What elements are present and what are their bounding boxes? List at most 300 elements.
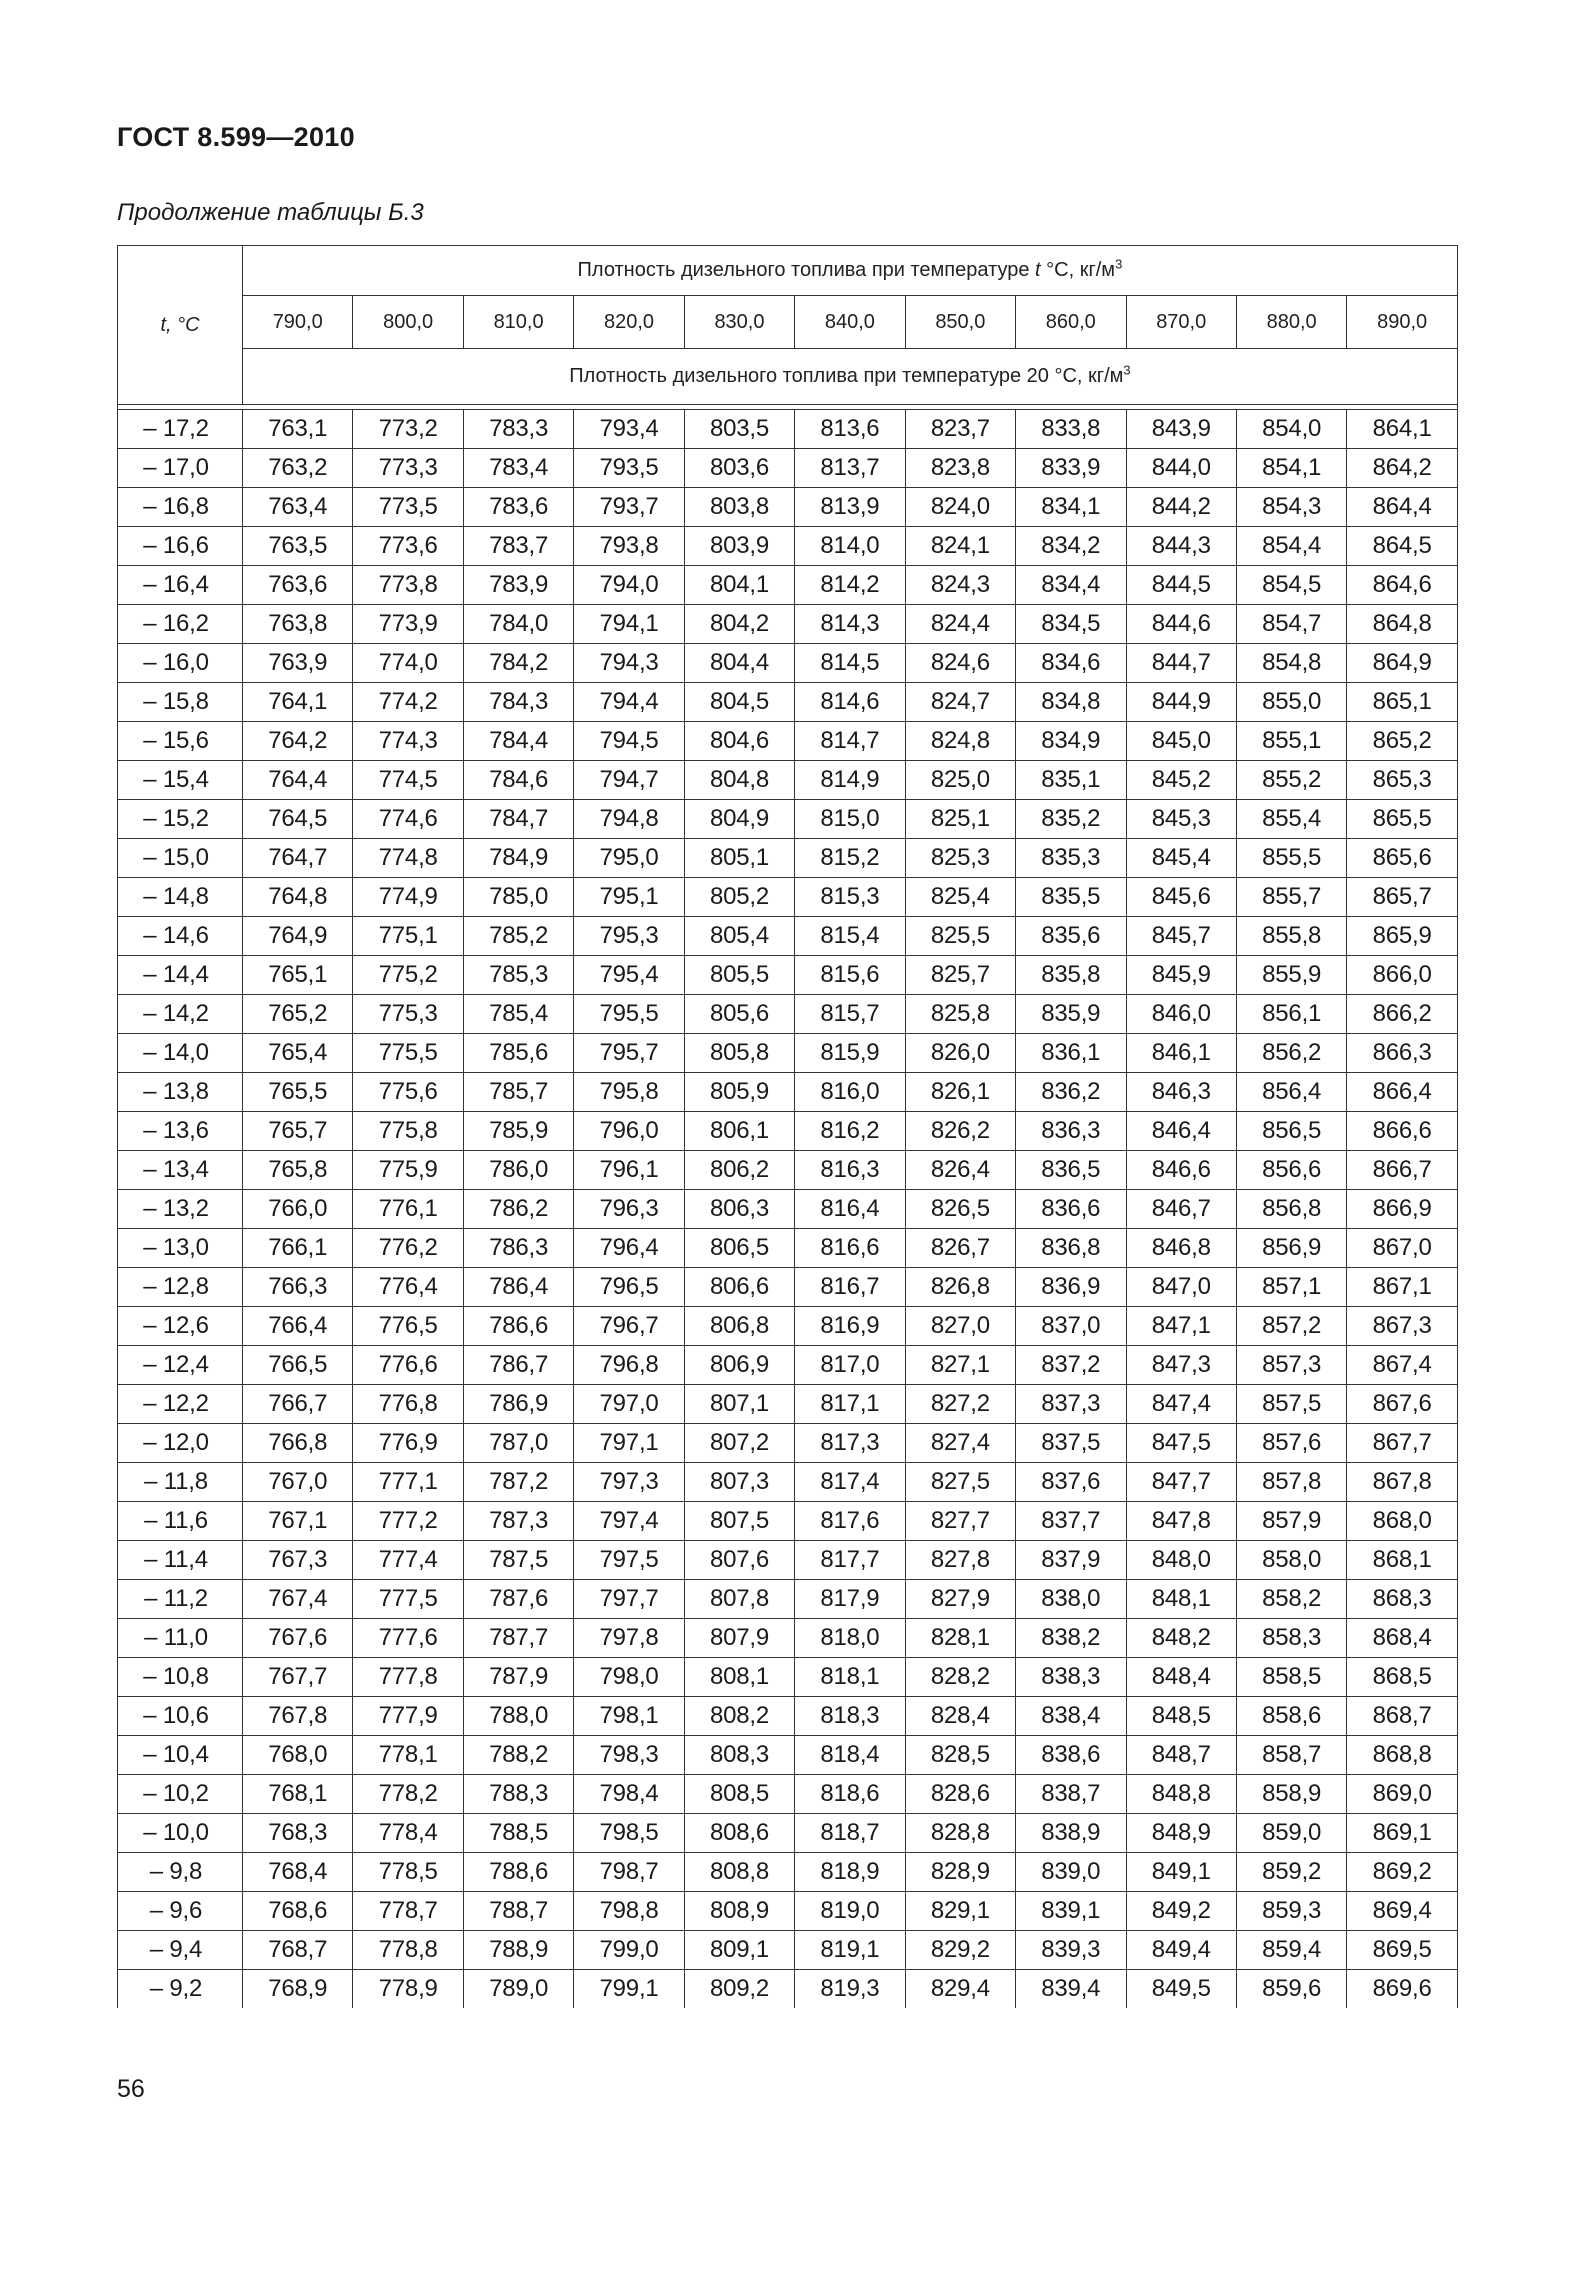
temperature-cell: – 16,8 [118, 488, 243, 527]
density-value-cell: 846,6 [1126, 1151, 1236, 1190]
density-value-cell: 814,0 [795, 527, 905, 566]
density-value-cell: 803,9 [684, 527, 794, 566]
density-value-cell: 818,7 [795, 1814, 905, 1853]
density-value-cell: 808,9 [684, 1892, 794, 1931]
density-value-cell: 797,0 [574, 1385, 684, 1424]
density-value-cell: 806,5 [684, 1229, 794, 1268]
density-value-cell: 834,6 [1016, 644, 1126, 683]
density-value-cell: 837,2 [1016, 1346, 1126, 1385]
density-value-cell: 807,3 [684, 1463, 794, 1502]
density-value-cell: 807,8 [684, 1580, 794, 1619]
density-value-cell: 814,9 [795, 761, 905, 800]
density-value-cell: 824,6 [905, 644, 1015, 683]
density-value-cell: 834,4 [1016, 566, 1126, 605]
density-value-cell: 785,6 [463, 1034, 573, 1073]
density-value-cell: 813,7 [795, 449, 905, 488]
density-value-cell: 836,8 [1016, 1229, 1126, 1268]
density-value-cell: 858,3 [1236, 1619, 1346, 1658]
density-value-cell: 786,2 [463, 1190, 573, 1229]
density-column-header: 800,0 [353, 296, 463, 349]
density-value-cell: 817,7 [795, 1541, 905, 1580]
density-value-cell: 864,6 [1347, 566, 1457, 605]
density-value-cell: 776,5 [353, 1307, 463, 1346]
density-value-cell: 805,5 [684, 956, 794, 995]
density-value-cell: 855,0 [1236, 683, 1346, 722]
density-value-cell: 856,8 [1236, 1190, 1346, 1229]
density-value-cell: 784,6 [463, 761, 573, 800]
density-value-cell: 828,9 [905, 1853, 1015, 1892]
table-row [118, 878, 1458, 917]
density-value-cell: 807,6 [684, 1541, 794, 1580]
temperature-cell: – 13,8 [118, 1073, 243, 1112]
density-value-cell: 763,6 [243, 566, 353, 605]
density-value-cell: 818,4 [795, 1736, 905, 1775]
table-row [118, 1814, 1458, 1853]
density-value-cell: 766,4 [243, 1307, 353, 1346]
density-value-cell: 836,5 [1016, 1151, 1126, 1190]
density-value-cell: 817,4 [795, 1463, 905, 1502]
table-row [118, 527, 1458, 566]
temperature-cell: – 14,0 [118, 1034, 243, 1073]
density-value-cell: 859,0 [1236, 1814, 1346, 1853]
density-value-cell: 814,6 [795, 683, 905, 722]
temperature-cell: – 11,0 [118, 1619, 243, 1658]
density-value-cell: 805,8 [684, 1034, 794, 1073]
temperature-cell: – 17,0 [118, 449, 243, 488]
density-value-cell: 844,6 [1126, 605, 1236, 644]
density-value-cell: 795,5 [574, 995, 684, 1034]
density-value-cell: 815,0 [795, 800, 905, 839]
density-value-cell: 798,7 [574, 1853, 684, 1892]
table-row [118, 1931, 1458, 1970]
density-value-cell: 857,8 [1236, 1463, 1346, 1502]
density-value-cell: 776,4 [353, 1268, 463, 1307]
temperature-cell: – 14,4 [118, 956, 243, 995]
density-value-cell: 806,6 [684, 1268, 794, 1307]
density-value-cell: 796,1 [574, 1151, 684, 1190]
density-value-cell: 787,2 [463, 1463, 573, 1502]
density-value-cell: 858,6 [1236, 1697, 1346, 1736]
density-value-cell: 817,1 [795, 1385, 905, 1424]
density-value-cell: 816,7 [795, 1268, 905, 1307]
density-value-cell: 778,8 [353, 1931, 463, 1970]
density-value-cell: 777,5 [353, 1580, 463, 1619]
density-value-cell: 835,1 [1016, 761, 1126, 800]
density-value-cell: 839,0 [1016, 1853, 1126, 1892]
density-value-cell: 777,9 [353, 1697, 463, 1736]
density-value-cell: 864,8 [1347, 605, 1457, 644]
density-value-cell: 776,9 [353, 1424, 463, 1463]
density-value-cell: 815,6 [795, 956, 905, 995]
density-value-cell: 808,2 [684, 1697, 794, 1736]
density-value-cell: 763,4 [243, 488, 353, 527]
density-value-cell: 784,3 [463, 683, 573, 722]
density-value-cell: 765,7 [243, 1112, 353, 1151]
density-value-cell: 768,6 [243, 1892, 353, 1931]
density-value-cell: 807,5 [684, 1502, 794, 1541]
density-value-cell: 805,1 [684, 839, 794, 878]
density-value-cell: 849,5 [1126, 1970, 1236, 2009]
density-value-cell: 785,9 [463, 1112, 573, 1151]
density-value-cell: 774,3 [353, 722, 463, 761]
density-value-cell: 865,9 [1347, 917, 1457, 956]
density-value-cell: 858,7 [1236, 1736, 1346, 1775]
page-number: 56 [117, 2075, 145, 2103]
density-value-cell: 784,9 [463, 839, 573, 878]
density-value-cell: 799,0 [574, 1931, 684, 1970]
density-value-cell: 835,8 [1016, 956, 1126, 995]
density-value-cell: 774,8 [353, 839, 463, 878]
density-value-cell: 846,0 [1126, 995, 1236, 1034]
density-value-cell: 783,9 [463, 566, 573, 605]
density-value-cell: 786,6 [463, 1307, 573, 1346]
density-value-cell: 819,1 [795, 1931, 905, 1970]
density-value-cell: 825,4 [905, 878, 1015, 917]
density-value-cell: 854,8 [1236, 644, 1346, 683]
density-value-cell: 768,0 [243, 1736, 353, 1775]
density-value-cell: 826,7 [905, 1229, 1015, 1268]
density-value-cell: 773,3 [353, 449, 463, 488]
density-value-cell: 777,4 [353, 1541, 463, 1580]
table-row [118, 1892, 1458, 1931]
density-value-cell: 774,2 [353, 683, 463, 722]
density-value-cell: 828,5 [905, 1736, 1015, 1775]
density-value-cell: 817,3 [795, 1424, 905, 1463]
density-value-cell: 774,9 [353, 878, 463, 917]
density-value-cell: 865,6 [1347, 839, 1457, 878]
density-value-cell: 776,1 [353, 1190, 463, 1229]
density-value-cell: 816,9 [795, 1307, 905, 1346]
density-value-cell: 804,6 [684, 722, 794, 761]
density-value-cell: 845,2 [1126, 761, 1236, 800]
density-value-cell: 808,8 [684, 1853, 794, 1892]
table-row [118, 1346, 1458, 1385]
density-value-cell: 835,9 [1016, 995, 1126, 1034]
density-value-cell: 864,2 [1347, 449, 1457, 488]
density-value-cell: 826,0 [905, 1034, 1015, 1073]
table-row [118, 800, 1458, 839]
table-row [118, 956, 1458, 995]
density-value-cell: 787,7 [463, 1619, 573, 1658]
density-value-cell: 784,4 [463, 722, 573, 761]
density-at-20-header [243, 349, 1458, 405]
temperature-cell: – 11,2 [118, 1580, 243, 1619]
density-value-cell: 859,6 [1236, 1970, 1346, 2009]
density-value-cell: 775,6 [353, 1073, 463, 1112]
density-column-header: 810,0 [463, 296, 573, 349]
density-value-cell: 845,3 [1126, 800, 1236, 839]
density-column-header: 880,0 [1236, 296, 1346, 349]
density-value-cell: 819,3 [795, 1970, 905, 2009]
density-value-cell: 848,2 [1126, 1619, 1236, 1658]
density-value-cell: 845,4 [1126, 839, 1236, 878]
density-value-cell: 855,8 [1236, 917, 1346, 956]
density-value-cell: 827,5 [905, 1463, 1015, 1502]
density-value-cell: 866,3 [1347, 1034, 1457, 1073]
density-value-cell: 798,0 [574, 1658, 684, 1697]
density-value-cell: 826,8 [905, 1268, 1015, 1307]
density-value-cell: 826,2 [905, 1112, 1015, 1151]
density-value-cell: 865,7 [1347, 878, 1457, 917]
density-value-cell: 786,4 [463, 1268, 573, 1307]
density-value-cell: 857,9 [1236, 1502, 1346, 1541]
table-row [118, 1424, 1458, 1463]
table-row [118, 995, 1458, 1034]
density-value-cell: 857,1 [1236, 1268, 1346, 1307]
table-row [118, 722, 1458, 761]
density-value-cell: 836,9 [1016, 1268, 1126, 1307]
density-value-cell: 786,7 [463, 1346, 573, 1385]
density-value-cell: 806,2 [684, 1151, 794, 1190]
density-value-cell: 827,8 [905, 1541, 1015, 1580]
density-value-cell: 797,3 [574, 1463, 684, 1502]
density-column-header: 890,0 [1347, 296, 1457, 349]
density-value-cell: 776,2 [353, 1229, 463, 1268]
density-value-cell: 788,9 [463, 1931, 573, 1970]
density-value-cell: 864,9 [1347, 644, 1457, 683]
density-value-cell: 803,8 [684, 488, 794, 527]
density-value-cell: 763,2 [243, 449, 353, 488]
density-value-cell: 844,0 [1126, 449, 1236, 488]
temperature-cell: – 14,2 [118, 995, 243, 1034]
temperature-column-header [118, 246, 243, 405]
density-value-cell: 777,8 [353, 1658, 463, 1697]
density-value-cell: 824,7 [905, 683, 1015, 722]
density-value-cell: 828,8 [905, 1814, 1015, 1853]
density-at-20-header-text: Плотность дизельного топлива при температуре 20 °С, кг/м [569, 365, 1124, 387]
density-value-cell: 775,3 [353, 995, 463, 1034]
density-value-cell: 764,9 [243, 917, 353, 956]
density-value-cell: 816,6 [795, 1229, 905, 1268]
density-value-cell: 815,7 [795, 995, 905, 1034]
density-value-cell: 795,1 [574, 878, 684, 917]
density-value-cell: 835,5 [1016, 878, 1126, 917]
table-row [118, 761, 1458, 800]
density-column-header: 840,0 [795, 296, 905, 349]
temperature-cell: – 15,8 [118, 683, 243, 722]
density-value-cell: 868,3 [1347, 1580, 1457, 1619]
density-value-cell: 767,6 [243, 1619, 353, 1658]
density-value-cell: 864,4 [1347, 488, 1457, 527]
table-row [118, 1073, 1458, 1112]
density-value-cell: 847,0 [1126, 1268, 1236, 1307]
density-value-cell: 793,5 [574, 449, 684, 488]
density-value-cell: 788,2 [463, 1736, 573, 1775]
density-value-cell: 869,4 [1347, 1892, 1457, 1931]
density-value-cell: 808,6 [684, 1814, 794, 1853]
density-value-cell: 796,0 [574, 1112, 684, 1151]
density-value-cell: 797,5 [574, 1541, 684, 1580]
density-value-cell: 763,8 [243, 605, 353, 644]
table-row [118, 1385, 1458, 1424]
density-value-cell: 828,2 [905, 1658, 1015, 1697]
temperature-cell: – 10,2 [118, 1775, 243, 1814]
density-value-cell: 848,1 [1126, 1580, 1236, 1619]
density-value-cell: 827,0 [905, 1307, 1015, 1346]
table-row [118, 566, 1458, 605]
density-value-cell: 767,0 [243, 1463, 353, 1502]
density-value-cell: 838,7 [1016, 1775, 1126, 1814]
density-value-cell: 764,1 [243, 683, 353, 722]
density-value-cell: 765,2 [243, 995, 353, 1034]
density-at-20-header-superscript: 3 [1123, 362, 1131, 378]
temperature-cell: – 13,6 [118, 1112, 243, 1151]
table-caption: Продолжение таблицы Б.3 [117, 199, 424, 226]
density-value-cell: 866,9 [1347, 1190, 1457, 1229]
density-value-cell: 816,4 [795, 1190, 905, 1229]
temperature-cell: – 14,6 [118, 917, 243, 956]
density-value-cell: 774,5 [353, 761, 463, 800]
density-value-cell: 867,4 [1347, 1346, 1457, 1385]
density-value-cell: 856,5 [1236, 1112, 1346, 1151]
density-value-cell: 827,7 [905, 1502, 1015, 1541]
density-value-cell: 854,1 [1236, 449, 1346, 488]
density-value-cell: 848,9 [1126, 1814, 1236, 1853]
density-value-cell: 826,1 [905, 1073, 1015, 1112]
table-row [118, 1229, 1458, 1268]
density-value-cell: 784,2 [463, 644, 573, 683]
table-row [118, 410, 1458, 449]
density-value-cell: 763,1 [243, 410, 353, 449]
density-value-cell: 777,1 [353, 1463, 463, 1502]
density-value-cell: 804,2 [684, 605, 794, 644]
density-value-cell: 783,3 [463, 410, 573, 449]
density-value-cell: 809,2 [684, 1970, 794, 2009]
density-value-cell: 796,5 [574, 1268, 684, 1307]
density-value-cell: 846,7 [1126, 1190, 1236, 1229]
density-value-cell: 856,9 [1236, 1229, 1346, 1268]
table-row [118, 1658, 1458, 1697]
density-value-cell: 814,3 [795, 605, 905, 644]
density-value-cell: 838,2 [1016, 1619, 1126, 1658]
density-value-cell: 859,3 [1236, 1892, 1346, 1931]
density-value-cell: 785,2 [463, 917, 573, 956]
density-value-cell: 869,6 [1347, 1970, 1457, 2009]
density-value-cell: 854,5 [1236, 566, 1346, 605]
density-value-cell: 775,5 [353, 1034, 463, 1073]
density-value-cell: 844,2 [1126, 488, 1236, 527]
density-value-cell: 826,5 [905, 1190, 1015, 1229]
density-value-cell: 763,9 [243, 644, 353, 683]
density-value-cell: 806,1 [684, 1112, 794, 1151]
density-value-cell: 844,3 [1126, 527, 1236, 566]
density-value-cell: 818,9 [795, 1853, 905, 1892]
density-value-cell: 818,6 [795, 1775, 905, 1814]
density-value-cell: 867,8 [1347, 1463, 1457, 1502]
density-value-cell: 843,9 [1126, 410, 1236, 449]
density-value-cell: 817,9 [795, 1580, 905, 1619]
density-value-cell: 798,4 [574, 1775, 684, 1814]
table-row [118, 683, 1458, 722]
density-value-cell: 788,7 [463, 1892, 573, 1931]
density-value-cell: 793,7 [574, 488, 684, 527]
density-value-cell: 858,5 [1236, 1658, 1346, 1697]
density-value-cell: 865,1 [1347, 683, 1457, 722]
table-row [118, 449, 1458, 488]
density-value-cell: 775,8 [353, 1112, 463, 1151]
density-value-cell: 827,4 [905, 1424, 1015, 1463]
density-value-cell: 818,0 [795, 1619, 905, 1658]
density-value-cell: 845,7 [1126, 917, 1236, 956]
density-value-cell: 866,7 [1347, 1151, 1457, 1190]
density-value-cell: 776,6 [353, 1346, 463, 1385]
density-value-cell: 796,3 [574, 1190, 684, 1229]
density-value-cell: 849,2 [1126, 1892, 1236, 1931]
density-value-cell: 835,6 [1016, 917, 1126, 956]
density-value-cell: 868,4 [1347, 1619, 1457, 1658]
table-row [118, 1736, 1458, 1775]
density-value-cell: 795,8 [574, 1073, 684, 1112]
table-row [118, 1580, 1458, 1619]
density-value-cell: 837,3 [1016, 1385, 1126, 1424]
density-value-cell: 818,1 [795, 1658, 905, 1697]
density-value-cell: 808,1 [684, 1658, 794, 1697]
density-value-cell: 837,5 [1016, 1424, 1126, 1463]
temperature-cell: – 12,0 [118, 1424, 243, 1463]
density-value-cell: 829,4 [905, 1970, 1015, 2009]
density-value-cell: 787,6 [463, 1580, 573, 1619]
temperature-cell: – 16,0 [118, 644, 243, 683]
density-value-cell: 815,9 [795, 1034, 905, 1073]
table-body [118, 410, 1458, 2009]
density-value-cell: 846,1 [1126, 1034, 1236, 1073]
density-value-cell: 775,9 [353, 1151, 463, 1190]
density-value-cell: 767,8 [243, 1697, 353, 1736]
density-value-cell: 847,3 [1126, 1346, 1236, 1385]
density-value-cell: 775,1 [353, 917, 463, 956]
density-value-cell: 778,7 [353, 1892, 463, 1931]
density-value-cell: 856,1 [1236, 995, 1346, 1034]
density-value-cell: 798,3 [574, 1736, 684, 1775]
density-value-cell: 804,1 [684, 566, 794, 605]
density-columns-row [118, 296, 1458, 349]
density-value-cell: 818,3 [795, 1697, 905, 1736]
density-value-cell: 836,2 [1016, 1073, 1126, 1112]
density-value-cell: 868,8 [1347, 1736, 1457, 1775]
temperature-cell: – 11,8 [118, 1463, 243, 1502]
density-value-cell: 787,0 [463, 1424, 573, 1463]
density-value-cell: 823,8 [905, 449, 1015, 488]
density-value-cell: 838,6 [1016, 1736, 1126, 1775]
table-row [118, 605, 1458, 644]
density-value-cell: 829,1 [905, 1892, 1015, 1931]
table-row [118, 839, 1458, 878]
density-value-cell: 806,8 [684, 1307, 794, 1346]
density-value-cell: 764,4 [243, 761, 353, 800]
density-value-cell: 766,1 [243, 1229, 353, 1268]
density-value-cell: 796,8 [574, 1346, 684, 1385]
density-value-cell: 838,3 [1016, 1658, 1126, 1697]
table-row [118, 1463, 1458, 1502]
density-value-cell: 767,3 [243, 1541, 353, 1580]
temperature-cell: – 15,0 [118, 839, 243, 878]
density-value-cell: 796,4 [574, 1229, 684, 1268]
density-value-cell: 795,4 [574, 956, 684, 995]
density-value-cell: 805,9 [684, 1073, 794, 1112]
density-value-cell: 816,2 [795, 1112, 905, 1151]
density-column-header: 820,0 [574, 296, 684, 349]
density-value-cell: 766,8 [243, 1424, 353, 1463]
table-row [118, 917, 1458, 956]
density-value-cell: 814,2 [795, 566, 905, 605]
density-value-cell: 856,6 [1236, 1151, 1346, 1190]
density-value-cell: 838,4 [1016, 1697, 1126, 1736]
density-value-cell: 815,2 [795, 839, 905, 878]
density-value-cell: 767,7 [243, 1658, 353, 1697]
density-table [117, 245, 1458, 2008]
density-value-cell: 773,2 [353, 410, 463, 449]
density-value-cell: 825,1 [905, 800, 1015, 839]
